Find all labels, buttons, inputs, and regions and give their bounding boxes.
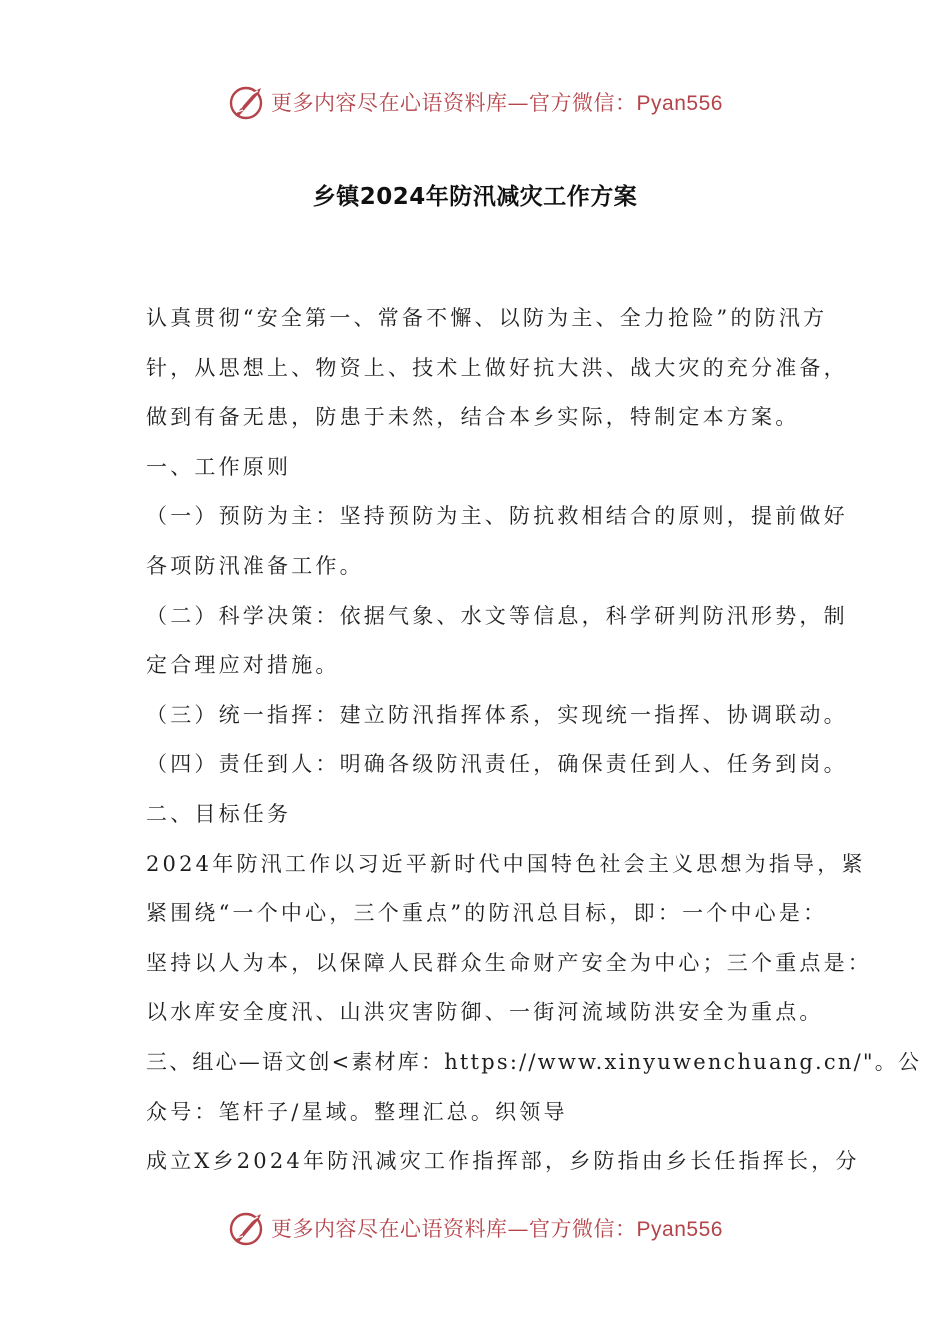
wechat-id: Pyan556 (636, 1218, 723, 1241)
paragraph-line: （一）预防为主：坚持预防为主、防抗救相结合的原则，提前做好 (146, 504, 848, 529)
paragraph-line: 紧围绕“一个中心，三个重点”的防汛总目标，即：一个中心是： (146, 901, 828, 926)
paragraph-line: 做到有备无患，防患于未然，结合本乡实际，特制定本方案。 (146, 405, 800, 430)
wechat-id: Pyan556 (636, 92, 723, 115)
paragraph-line: 以水库安全度汛、山洪灾害防御、一街河流域防洪安全为重点。 (146, 1000, 824, 1025)
paragraph-line: 2024年防汛工作以习近平新时代中国特色社会主义思想为指导，紧 (146, 851, 866, 876)
watermark-banner-bottom (0, 1206, 950, 1250)
quill-pen-logo-icon (227, 1208, 267, 1248)
paragraph-line: 针，从思想上、物资上、技术上做好抗大洪、战大灾的充分准备， (146, 355, 848, 380)
paragraph-line: 成立X乡2024年防汛减灾工作指挥部，乡防指由乡长任指挥长，分 (146, 1149, 860, 1174)
section-heading: 二、目标任务 (146, 801, 292, 826)
paragraph-line: 定合理应对措施。 (146, 653, 340, 678)
watermark-banner-top (0, 80, 950, 124)
paragraph-line: 认真贯彻“安全第一、常备不懈、以防为主、全力抢险”的防汛方 (146, 306, 828, 330)
paragraph-line: （二）科学决策：依据气象、水文等信息，科学研判防汛形势，制 (146, 603, 848, 628)
section-heading: 一、工作原则 (146, 454, 292, 479)
watermark-text: 更多内容尽在心语资料库—官方微信：Pyan556 (271, 1217, 723, 1241)
paragraph-line: 众号：笔杆子/星域。整理汇总。织领导 (146, 1099, 568, 1124)
section-heading: 三、组心—语文创<素材库：https://www.xinyuwenchuang.cn/"。公 (146, 1049, 922, 1074)
paragraph-line: 各项防汛准备工作。 (146, 553, 364, 578)
watermark-text: 更多内容尽在心语资料库—官方微信：Pyan556 (271, 91, 723, 115)
document-body (146, 294, 922, 1187)
paragraph-line: （三）统一指挥：建立防汛指挥体系，实现统一指挥、协调联动。 (146, 702, 848, 727)
page-title: 乡镇2024年防汛减灾工作方案 (312, 184, 638, 210)
paragraph-line: （四）责任到人：明确各级防汛责任，确保责任到人、任务到岗。 (146, 752, 848, 777)
paragraph-line: 坚持以人为本，以保障人民群众生命财产安全为中心；三个重点是： (146, 950, 872, 975)
quill-pen-logo-icon (227, 82, 267, 122)
